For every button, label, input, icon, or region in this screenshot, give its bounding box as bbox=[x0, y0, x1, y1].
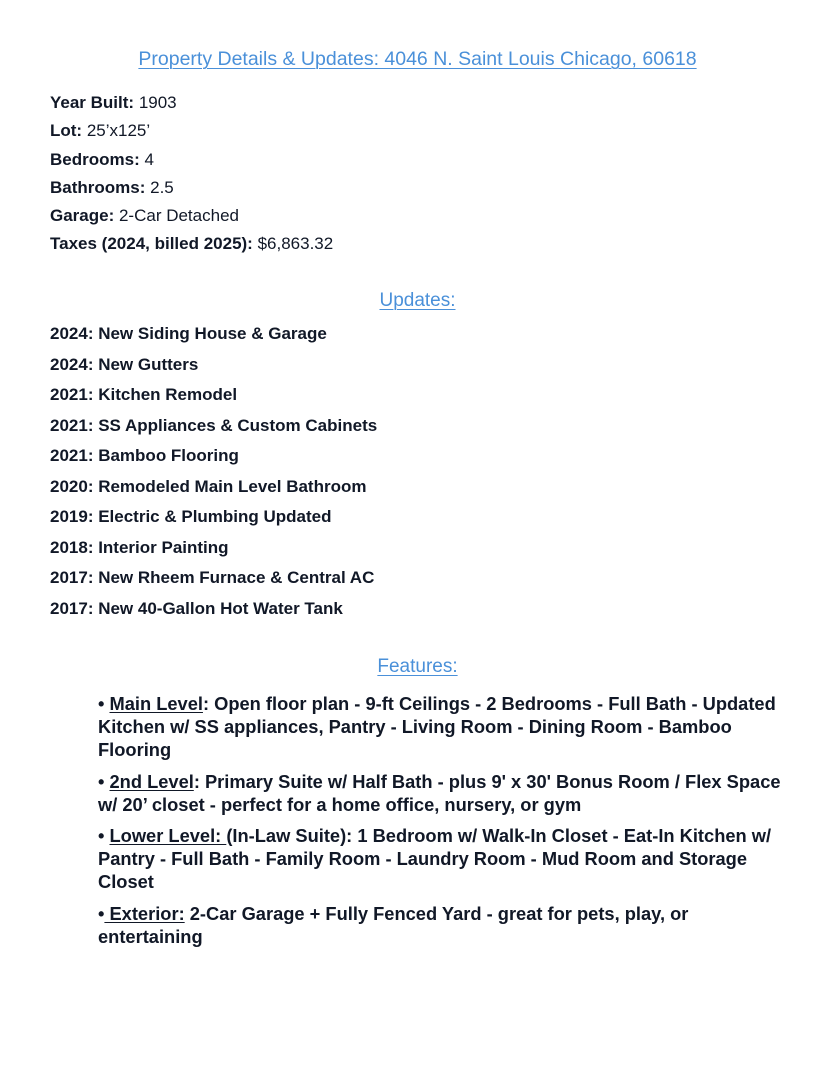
detail-label: Lot: bbox=[50, 121, 83, 141]
bullet-icon: • bbox=[98, 825, 110, 847]
detail-value: 4 bbox=[139, 149, 154, 169]
feature-text: 2-Car Garage + Fully Fenced Yard - great for pets, play, or entertaining bbox=[98, 902, 689, 947]
detail-value: 1903 bbox=[134, 93, 177, 112]
feature-exterior bbox=[98, 902, 788, 948]
detail-bathrooms bbox=[50, 175, 790, 203]
updates-list bbox=[50, 321, 790, 626]
detail-lot bbox=[50, 118, 790, 146]
features-list bbox=[98, 692, 788, 956]
feature-text: : Primary Suite w/ Half Bath - plus 9' x 30' Bonus Room / Flex Space w/ 20’ closet - perfect for a home office, nursery, or gym bbox=[98, 770, 781, 815]
features-heading: Features: bbox=[377, 656, 458, 677]
detail-label: Taxes (2024, billed 2025): bbox=[50, 234, 253, 254]
property-details bbox=[50, 90, 790, 260]
detail-label: Bathrooms: bbox=[50, 177, 146, 197]
update-item: 2017: New Rheem Furnace & Central AC bbox=[50, 568, 375, 587]
detail-value: 2-Car Detached bbox=[114, 206, 239, 226]
bullet-icon: • bbox=[98, 902, 105, 924]
feature-2nd-level bbox=[98, 770, 788, 816]
detail-value: $6,863.32 bbox=[252, 234, 334, 254]
detail-label: Year Built: bbox=[50, 93, 135, 112]
update-item: 2020: Remodeled Main Level Bathroom bbox=[50, 476, 367, 496]
detail-value: 25’x125’ bbox=[82, 121, 151, 141]
update-item: 2019: Electric & Plumbing Updated bbox=[50, 507, 332, 526]
detail-year-built bbox=[50, 90, 790, 118]
feature-label: Lower Level: bbox=[109, 825, 227, 847]
bullet-icon: • bbox=[98, 693, 110, 714]
page-title: Property Details & Updates: 4046 N. Saint Louis Chicago, 60618 bbox=[138, 48, 697, 70]
update-item: 2024: New Siding House & Garage bbox=[50, 324, 327, 343]
bullet-icon: • bbox=[98, 770, 110, 792]
update-item: 2021: Bamboo Flooring bbox=[50, 446, 239, 465]
feature-main-level bbox=[98, 692, 788, 762]
updates-heading: Updates: bbox=[379, 290, 456, 311]
update-item: 2018: Interior Painting bbox=[50, 537, 229, 557]
detail-garage bbox=[50, 203, 790, 231]
update-item: 2017: New 40-Gallon Hot Water Tank bbox=[50, 598, 343, 618]
feature-label: Main Level bbox=[109, 693, 203, 714]
feature-lower-level bbox=[98, 824, 788, 894]
detail-bedrooms bbox=[50, 147, 790, 175]
detail-label: Garage: bbox=[50, 206, 115, 226]
feature-text: (In-Law Suite): 1 Bedroom w/ Walk-In Closet - Eat-In Kitchen w/ Pantry - Full Bath - Family Room - Laundry Room - Mud Room and Storage Closet bbox=[98, 825, 772, 893]
update-item: 2021: Kitchen Remodel bbox=[50, 385, 238, 404]
detail-taxes bbox=[50, 231, 790, 259]
detail-value: 2.5 bbox=[145, 177, 174, 197]
feature-label: 2nd Level bbox=[109, 770, 194, 792]
feature-label: Exterior: bbox=[104, 902, 185, 924]
update-item: 2024: New Gutters bbox=[50, 354, 199, 374]
feature-text: : Open floor plan - 9-ft Ceilings - 2 Bedrooms - Full Bath - Updated Kitchen w/ SS appliances, Pantry - Living Room - Dining Room - Bamboo Flooring bbox=[98, 693, 776, 761]
detail-label: Bedrooms: bbox=[50, 149, 140, 169]
update-item: 2021: SS Appliances & Custom Cabinets bbox=[50, 415, 378, 435]
